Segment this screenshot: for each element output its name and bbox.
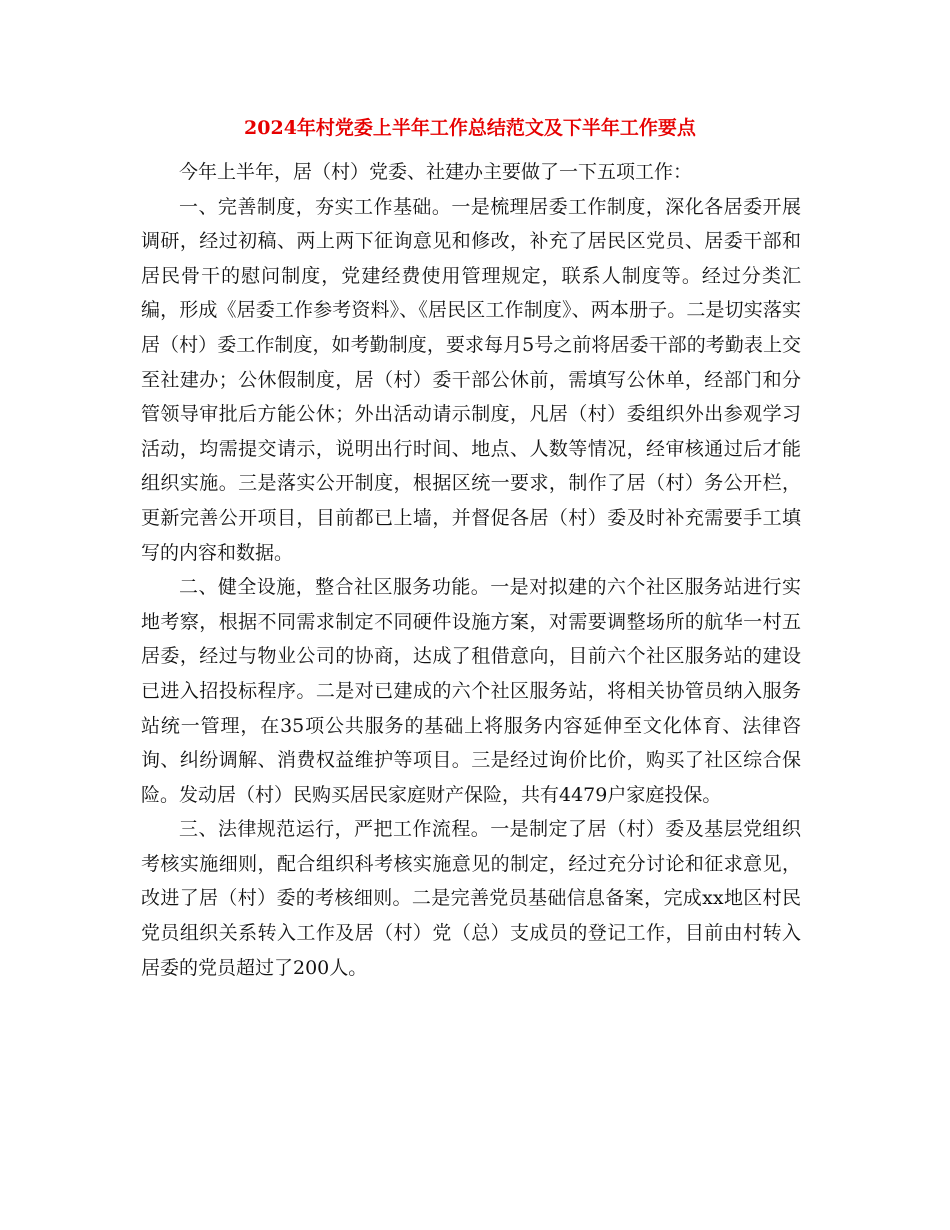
- paragraph-section-one: 一、完善制度，夯实工作基础。一是梳理居委工作制度，深化各居委开展调研，经过初稿、两上两下征询意见和修改，补充了居民区党员、居委干部和居民骨干的慰问制度，党建经费使用管理规定，联系人制度等。经过分类汇编，形成《居委工作参考资料》、《居民区工作制度》、两本册子。二是切实落实居（村）委工作制度，如考勤制度，要求每月5号之前将居委干部的考勤表上交至社建办；公休假制度，居（村）委干部公休前，需填写公休单，经部门和分管领导审批后方能公休；外出活动请示制度，凡居（村）委组织外出参观学习活动，均需提交请示，说明出行时间、地点、人数等情况，经审核通过后才能组织实施。三是落实公开制度，根据区统一要求，制作了居（村）务公开栏，更新完善公开项目，目前都已上墙，并督促各居（村）委及时补充需要手工填写的内容和数据。: [141, 195, 801, 564]
- paragraph-section-two: 二、健全设施，整合社区服务功能。一是对拟建的六个社区服务站进行实地考察，根据不同需求制定不同硬件设施方案，对需要调整场所的航华一村五居委，经过与物业公司的协商，达成了租借意向，目前六个社区服务站的建设已进入招投标程序。二是对已建成的六个社区服务站，将相关协管员纳入服务站统一管理，在35项公共服务的基础上将服务内容延伸至文化体育、法律咨询、纠纷调解、消费权益维护等项目。三是经过询价比价，购买了社区综合保险。发动居（村）民购买居民家庭财产保险，共有4479户家庭投保。: [141, 576, 801, 806]
- document-body: [141, 155, 801, 985]
- paragraph-intro: 今年上半年，居（村）党委、社建办主要做了一下五项工作：: [179, 161, 693, 183]
- paragraph-section-three: 三、法律规范运行，严把工作流程。一是制定了居（村）委及基层党组织考核实施细则，配合组织科考核实施意见的制定，经过充分讨论和征求意见，改进了居（村）委的考核细则。二是完善党员基础信息备案，完成xx地区村民党员组织关系转入工作及居（村）党（总）支成员的登记工作，目前由村转入居委的党员超过了200人。: [141, 818, 801, 979]
- document-title: 2024年村党委上半年工作总结范文及下半年工作要点: [244, 117, 696, 139]
